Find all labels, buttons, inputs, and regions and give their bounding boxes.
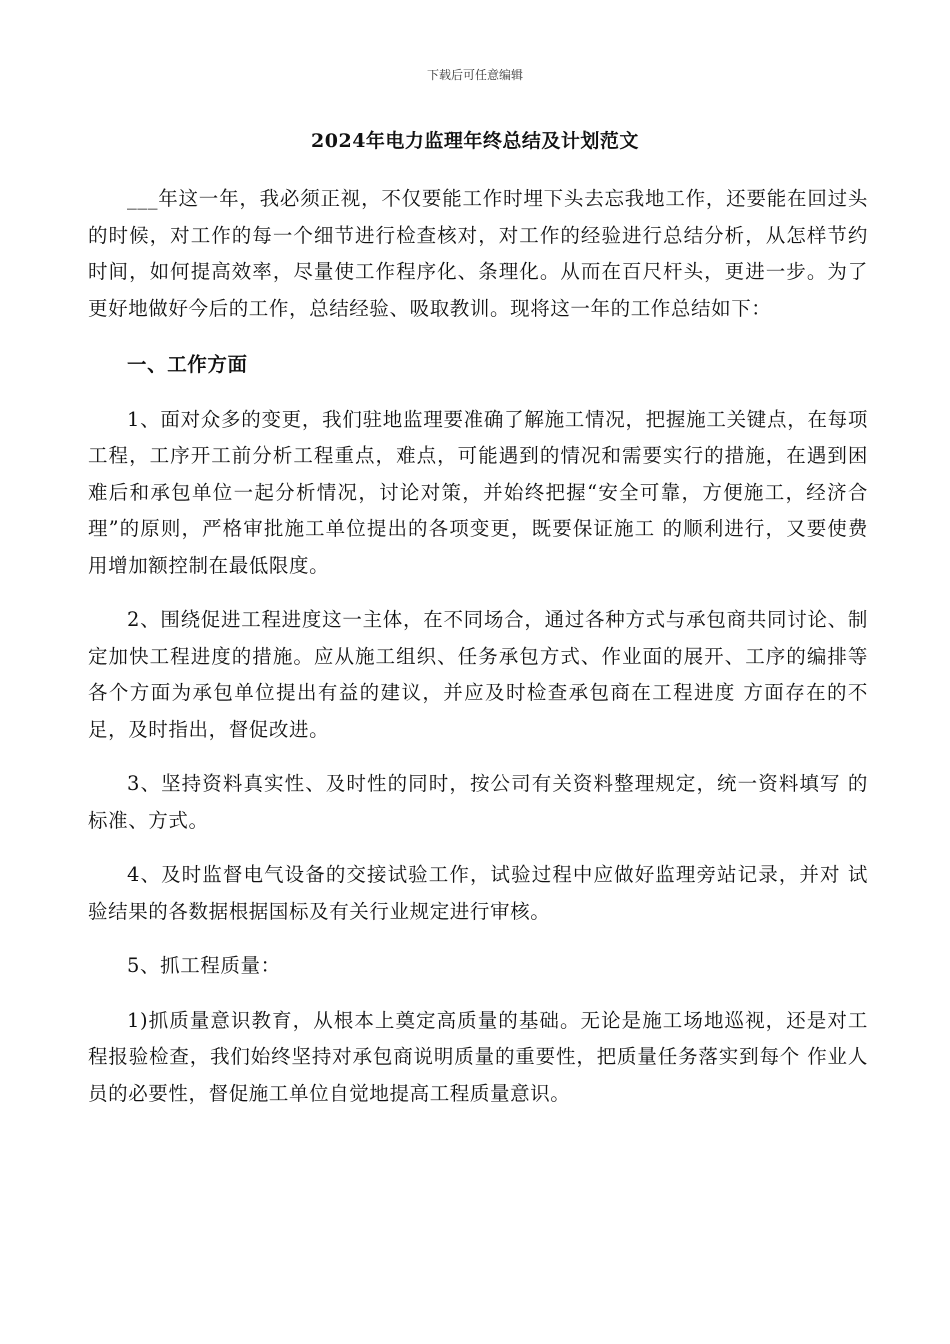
list-item: 5、抓工程质量： xyxy=(127,954,281,977)
header-note: 下载后可任意编辑 xyxy=(426,68,523,82)
list-item: 2、围绕促进工程进度这一主体，在不同场合，通过各种方式与承包商共同讨论、制定加快工程进度的措施。应从施工组织、任务承包方式、作业面的展开、工序的编排等各个方面为承包单位提出有益的建议，并应及时检查承包商在工程进度 方面存在的不足，及时指出，督促改进。 xyxy=(88,608,868,741)
section-heading-work: 一、工作方面 xyxy=(127,353,248,376)
list-item: 3、坚持资料真实性、及时性的同时，按公司有关资料整理规定，统一资料填写 的标准、方式。 xyxy=(88,772,868,832)
page-title: 2024年电力监理年终总结及计划范文 xyxy=(311,130,639,152)
list-item: 1、面对众多的变更，我们驻地监理要准确了解施工情况，把握施工关键点，在每项工程，工序开工前分析工程重点，难点，可能遇到的情况和需要实行的措施，在遇到困难后和承包单位一起分析情况，讨论对策，并始终把握“安全可靠，方便施工，经济合理”的原则，严格审批施工单位提出的各项变更，既要保证施工 的顺利进行，又要使费用增加额控制在最低限度。 xyxy=(88,407,868,577)
intro-paragraph: ___年这一年，我必须正视，不仅要能工作时埋下头去忘我地工作，还要能在回过头的时候，对工作的每一个细节进行检查核对，对工作的经验进行总结分析，从怎样节约时间，如何提高效率，尽量使工作程序化、条理化。从而在百尺杆头，更进一步。为了更好地做好今后的工作，总结经验、吸取教训。现将这一年的工作总结如下： xyxy=(88,187,868,320)
list-item: 4、及时监督电气设备的交接试验工作，试验过程中应做好监理旁站记录，并对 试验结果的各数据根据国标及有关行业规定进行审核。 xyxy=(88,863,868,923)
document-body xyxy=(88,181,868,1130)
list-item: 1)抓质量意识教育，从根本上奠定高质量的基础。无论是施工场地巡视，还是对工程报验检查，我们始终坚持对承包商说明质量的重要性，把质量任务落实到每个 作业人员的必要性，督促施工单位自觉地提高工程质量意识。 xyxy=(88,1008,868,1105)
